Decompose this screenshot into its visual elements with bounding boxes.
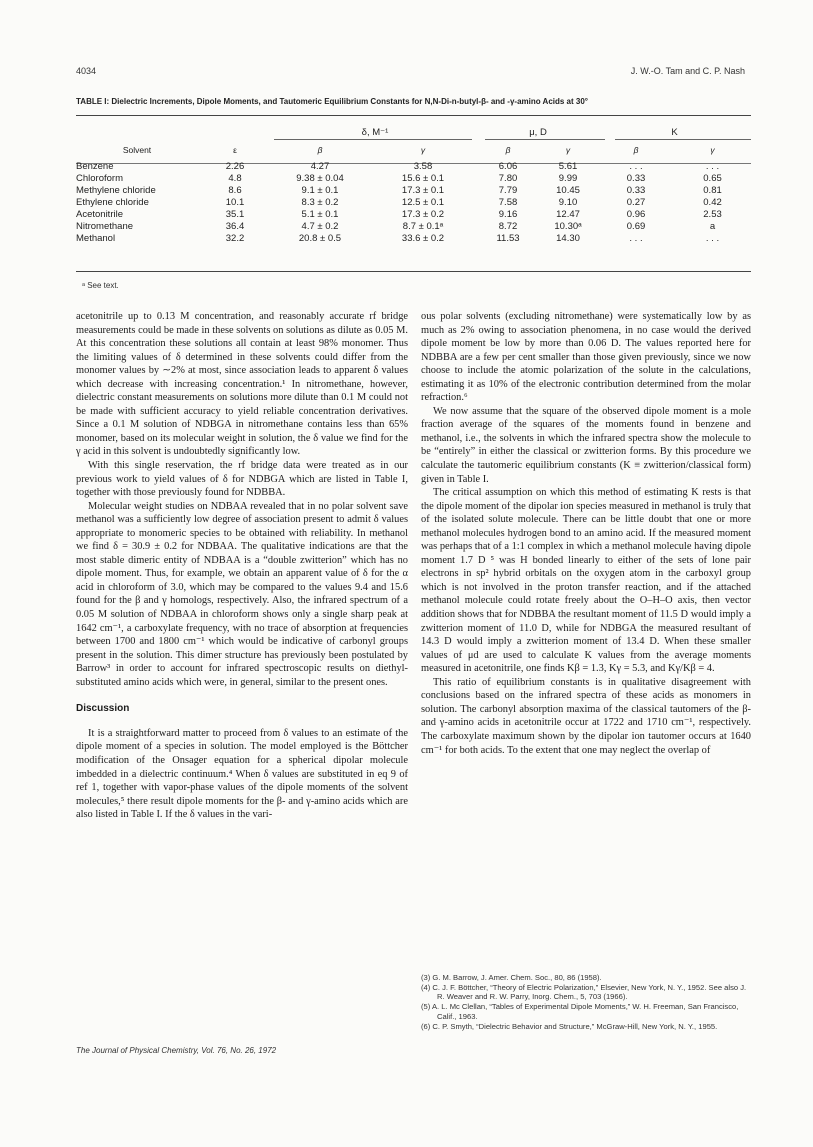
value-cell: 14.30 bbox=[556, 233, 580, 244]
paragraph: It is a straightforward matter to proceed from δ values to an estimate of the dipole moment of a species in solution. The model employed is the Böttcher modification of the Onsager equation for a spherical dipolar molecule imbedded in a dielectric continuum.⁴ When δ values are substituted in eq 9 of ref 1, together with vapor-phase values of the dipole moments of the solvent molecules,⁵ there result dipole moments for the β- and γ-amino acids which are also listed in Table I. If the δ values in the vari- bbox=[76, 727, 408, 821]
value-cell: 0.42 bbox=[703, 197, 722, 208]
value-cell: 36.4 bbox=[225, 221, 245, 232]
group-header-k: K bbox=[671, 126, 678, 138]
value-cell: a bbox=[709, 221, 716, 232]
value-cell: 0.96 bbox=[626, 209, 646, 220]
value-cell: 12.47 bbox=[556, 209, 580, 220]
column-header: β bbox=[317, 145, 323, 155]
solvent-cell: Methanol bbox=[76, 233, 116, 244]
column-header: Solvent bbox=[122, 145, 152, 155]
section-heading-discussion: Discussion bbox=[76, 703, 130, 715]
value-cell: 10.45 bbox=[556, 185, 580, 196]
table-row bbox=[76, 161, 751, 173]
value-cell: 32.2 bbox=[225, 233, 245, 244]
value-cell: . . . bbox=[629, 233, 643, 244]
value-cell: 8.3 ± 0.2 bbox=[301, 197, 339, 208]
value-cell: 0.69 bbox=[626, 221, 646, 232]
table-row bbox=[76, 197, 751, 209]
data-table bbox=[76, 126, 751, 245]
paragraph: With this single reservation, the rf bridge data were treated as in our previous work to yield values of δ for NDBGA which are listed in Table I, together with those previously found for NDBBA. bbox=[76, 460, 408, 499]
value-cell: 9.16 bbox=[498, 209, 518, 220]
column-header: γ bbox=[565, 145, 571, 155]
solvent-cell: Nitromethane bbox=[76, 221, 134, 232]
value-cell: 33.6 ± 0.2 bbox=[401, 233, 445, 244]
value-cell: 15.6 ± 0.1 bbox=[401, 173, 445, 184]
reference-item: (6) C. P. Smyth, “Dielectric Behavior and Structure,” McGraw-Hill, New York, N. Y., 1955. bbox=[421, 1021, 718, 1031]
table-row bbox=[76, 221, 751, 233]
paragraph: This ratio of equilibrium constants is in qualitative disagreement with conclusions based on the infrared spectra of these acids as monomers in solution. The carbonyl absorption maxima of the classical tautomers of the β- and γ-amino acids in acetonitrile occur at 1722 and 1710 cm⁻¹, respectively. The carboxylate maximum shown by the dipolar ion tautomer occurs at 1640 cm⁻¹ for both acids. To the extent that one may neglect the overlap of bbox=[421, 676, 751, 756]
value-cell: 9.10 bbox=[558, 197, 578, 208]
value-cell: 0.81 bbox=[703, 185, 722, 196]
value-cell: 8.72 bbox=[498, 221, 518, 232]
running-header-authors: J. W.-O. Tam and C. P. Nash bbox=[630, 66, 745, 76]
value-cell: 8.6 bbox=[228, 185, 242, 196]
table-row bbox=[76, 173, 751, 185]
value-cell: 5.1 ± 0.1 bbox=[301, 209, 339, 220]
value-cell: 7.58 bbox=[498, 197, 518, 208]
value-cell: 4.8 bbox=[228, 173, 242, 184]
table-row bbox=[76, 209, 751, 221]
column-header-row bbox=[76, 139, 751, 161]
value-cell: 35.1 bbox=[225, 209, 245, 220]
table-footnote: ᵃ See text. bbox=[82, 281, 119, 290]
paragraph: Molecular weight studies on NDBAA revealed that in no polar solvent save methanol was a sufficiently low degree of association present to admit δ values appropriate to monomeric species to be obtained with reliability. In methanol we find δ = 30.9 ± 0.2 for NDBAA. The qualitative indications are that the most stable dimeric entity of NDBAA is a “double zwitterion” which has no dipole moment. Thus, for example, we obtain an apparent value of δ for the α acid in chloroform of 3.0, which may be compared to the values 9.4 and 15.6 found for the β and γ homologs, respectively. Also, the infrared spectrum of a 0.05 M solution of NDBAA in chloroform shows only a single sharp peak at 1642 cm⁻¹, a carboxylate frequency, with no trace of absorption at frequencies between 1700 and 1800 cm⁻¹ which would be indicative of carbonyl groups present in the solution. This dimer structure has previously been postulated by Barrow³ in order to account for infrared spectroscopic results on diethyl-substituted amino acids which were, in general, similar to the present ones. bbox=[76, 500, 408, 688]
table-row bbox=[76, 233, 751, 245]
text-column-left bbox=[76, 310, 408, 822]
paragraph: ous polar solvents (excluding nitromethane) were systematically low by as much as 2% owing to association phenomena, in no case would the derived dipole moment be low by more than 0.06 D. The values reported here for NDBBA are a few per cent smaller than those given previously, since we now choose to include the atomic polarization of the solute in the calculations, estimating it as 10% of the electronic contribution determined from the molar refraction.⁶ bbox=[421, 311, 751, 404]
value-cell: 10.1 bbox=[225, 197, 245, 208]
value-cell: 9.1 ± 0.1 bbox=[301, 185, 339, 196]
value-cell: 9.99 bbox=[558, 173, 578, 184]
group-header-row bbox=[76, 126, 751, 139]
value-cell: 5.61 bbox=[558, 161, 578, 172]
column-header: γ bbox=[420, 145, 426, 155]
table-body bbox=[76, 161, 751, 245]
column-header: β bbox=[505, 145, 511, 155]
value-cell: 0.33 bbox=[626, 185, 646, 196]
column-header: β bbox=[633, 145, 639, 155]
value-cell: 10.30ᵃ bbox=[554, 221, 582, 232]
group-header-delta: δ, M⁻¹ bbox=[361, 126, 389, 138]
value-cell: 2.26 bbox=[225, 161, 245, 172]
reference-item: (4) C. J. F. Böttcher, “Theory of Electric Polarization,” Elsevier, New York, N. Y., 1952. See also J. R. Weaver and R. W. Parry, Inorg. Chem., 5, 703 (1966). bbox=[421, 982, 747, 1002]
solvent-cell: Benzene bbox=[76, 161, 114, 172]
value-cell: 2.53 bbox=[703, 209, 722, 220]
value-cell: 12.5 ± 0.1 bbox=[401, 197, 445, 208]
table-row bbox=[76, 185, 751, 197]
value-cell: 8.7 ± 0.1ᵃ bbox=[402, 221, 444, 232]
value-cell: 20.8 ± 0.5 bbox=[298, 233, 342, 244]
value-cell: 7.80 bbox=[498, 173, 518, 184]
paragraph: The critical assumption on which this method of estimating K rests is that the dipole moment of the dipolar ion species measured in methanol is truly that of the isolated solute molecule. There can be little doubt that one or more methanol molecules hydrogen bond to an amino acid. If the measured moment was perhaps that of a 1:1 complex in which a methanol molecule having dipole moment 1.7 D ⁵ was H bonded linearly to either of the sets of lone pair electrons in sp² hybrid orbitals on the oxygen atom in the carboxyl group which is not involved in the proton transfer reaction, and if the attached methanol molecule could rotate freely about the O–H–O axis, then vector addition shows that for NDBBA the resultant moment of 11.5 D would imply a zwitterion moment of 11.0 D, while for NDBGA the measured resultant of 14.3 D would imply a zwitterion moment of 13.4 D. When these smaller values of μd are used to calculate K values from the average moments measured in acetonitrile, one finds Kβ = 1.3, Kγ = 5.3, and Kγ/Kβ = 4. bbox=[421, 487, 751, 675]
table-top-rule bbox=[76, 115, 751, 116]
table-caption: TABLE I: Dielectric Increments, Dipole Moments, and Tautomeric Equilibrium Constants for N,N-Di-n-butyl-β- and -γ-amino Acids at 30° bbox=[76, 97, 588, 106]
solvent-cell: Methylene chloride bbox=[76, 185, 156, 196]
value-cell: . . . bbox=[705, 233, 720, 244]
text-column-right bbox=[421, 310, 751, 757]
reference-item: (5) A. L. Mc Clellan, “Tables of Experimental Dipole Moments,” W. H. Freeman, San Francisco, Calif., 1963. bbox=[421, 1002, 739, 1021]
solvent-cell: Acetonitrile bbox=[76, 209, 123, 220]
value-cell: . . . bbox=[629, 161, 643, 172]
reference-item: (3) G. M. Barrow, J. Amer. Chem. Soc., 80, 86 (1958). bbox=[421, 973, 602, 982]
column-header: γ bbox=[710, 145, 715, 155]
solvent-cell: Ethylene chloride bbox=[76, 197, 149, 208]
value-cell: 3.58 bbox=[413, 161, 433, 172]
value-cell: 6.06 bbox=[498, 161, 518, 172]
value-cell: . . . bbox=[705, 161, 720, 172]
value-cell: 4.7 ± 0.2 bbox=[301, 221, 339, 232]
journal-footer: The Journal of Physical Chemistry, Vol. 76, No. 26, 1972 bbox=[76, 1046, 277, 1055]
column-header: ε bbox=[233, 145, 237, 155]
solvent-cell: Chloroform bbox=[76, 173, 123, 184]
value-cell: 4.27 bbox=[310, 161, 330, 172]
references bbox=[421, 973, 753, 1031]
value-cell: 7.79 bbox=[498, 185, 518, 196]
value-cell: 11.53 bbox=[496, 233, 520, 244]
value-cell: 17.3 ± 0.1 bbox=[401, 185, 445, 196]
group-header-mu: μ, D bbox=[529, 126, 547, 138]
paragraph: We now assume that the square of the observed dipole moment is a mole fraction average of the squares of the moments found in benzene and methanol, i.e., the solvents in which the infrared spectra show the molecule to be “entirely” in either the classical or zwitterion forms. By this procedure we calculate the tautomeric equilibrium constants (K ≡ zwitterion/classical form) given in Table I. bbox=[421, 405, 751, 485]
value-cell: 9.38 ± 0.04 bbox=[296, 173, 344, 184]
value-cell: 0.65 bbox=[703, 173, 722, 184]
table-bottom-rule bbox=[76, 271, 751, 272]
value-cell: 0.33 bbox=[626, 173, 646, 184]
paragraph: acetonitrile up to 0.13 M concentration, and reasonably accurate rf bridge measurements could be made in these solvents on solutions as dilute as 0.05 M. At this concentration these solutions all contain at least 98% monomer. Thus the limiting values of δ determined in these solvents could differ from the monomer values by ∼2% at most, since association leads to apparent δ values which decrease with increasing concentration.¹ In nitromethane, however, dielectric constant measurements on solutions more dilute than 0.1 M could not be made with sufficient accuracy to yield reliable concentration derivatives. Since a 0.1 M solution of NDBGA in nitromethane contains less than 65% monomer, based on its molecular weight in solution, the δ value we find for the γ acid in this solvent is undoubtedly significantly low. bbox=[76, 311, 408, 458]
value-cell: 17.3 ± 0.2 bbox=[401, 209, 445, 220]
page-number: 4034 bbox=[76, 66, 97, 76]
value-cell: 0.27 bbox=[626, 197, 646, 208]
